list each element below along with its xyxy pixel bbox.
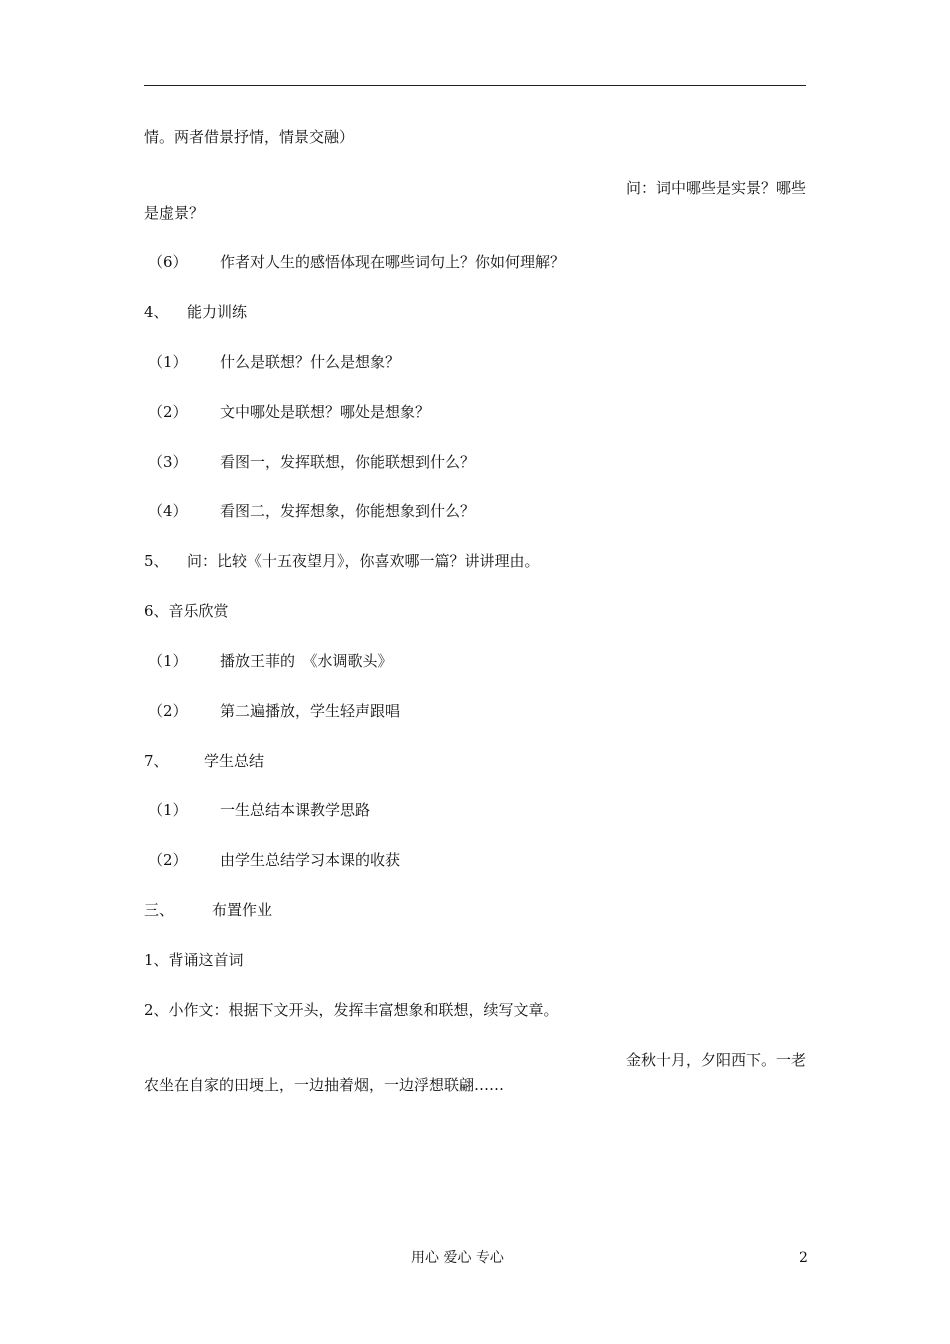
item-text: 由学生总结学习本课的收获 [220,851,401,869]
section-heading: 能力训练 [187,303,248,321]
text-line: 农坐在自家的田埂上，一边抽着烟，一边浮想联翩…… [144,1076,505,1094]
item-text: 看图一，发挥联想，你能联想到什么？ [220,453,476,471]
item-number: （1） [148,353,188,371]
item-number: （2） [148,851,188,869]
text-line: 问：词中哪些是实景？哪些 [625,179,806,197]
item-number: （3） [148,453,188,471]
footer-slogan: 用心 爱心 专心 [411,1250,504,1266]
text-line: 金秋十月，夕阳西下。一老 [625,1051,806,1069]
item-text: 一生总结本课教学思路 [220,801,371,819]
item-text: 播放王菲的 《水调歌头》 [220,652,393,670]
header-rule [144,85,806,86]
item-text: 文中哪处是联想？哪处是想象？ [220,403,431,421]
section-number: 三、 [144,901,175,919]
item-text: 第二遍播放，学生轻声跟唱 [220,702,401,720]
item-number: （6） [148,253,188,271]
text-line: 2、小作文：根据下文开头，发挥丰富想象和联想，续写文章。 [144,1001,559,1019]
page-number: 2 [799,1250,808,1266]
item-number: （2） [148,403,188,421]
text-line: 是虚景？ [144,204,205,222]
section-number: 5、 [144,552,169,570]
text-line: 1、背诵这首词 [144,951,244,969]
item-number: （2） [148,702,188,720]
item-number: （4） [148,502,188,520]
item-text: 什么是联想？什么是想象？ [220,353,401,371]
text-line: 情。两者借景抒情，情景交融） [144,128,355,146]
section-heading: 布置作业 [212,901,273,919]
item-number: （1） [148,652,188,670]
section-heading: 6、音乐欣赏 [144,602,229,620]
item-text: 看图二，发挥想象，你能想象到什么？ [220,502,476,520]
section-number: 7、 [144,752,169,770]
item-text: 作者对人生的感悟体现在哪些词句上？你如何理解？ [220,253,566,271]
item-number: （1） [148,801,188,819]
section-number: 4、 [144,303,169,321]
section-heading: 学生总结 [204,752,265,770]
section-heading: 问：比较《十五夜望月》，你喜欢哪一篇？讲讲理由。 [187,552,540,570]
